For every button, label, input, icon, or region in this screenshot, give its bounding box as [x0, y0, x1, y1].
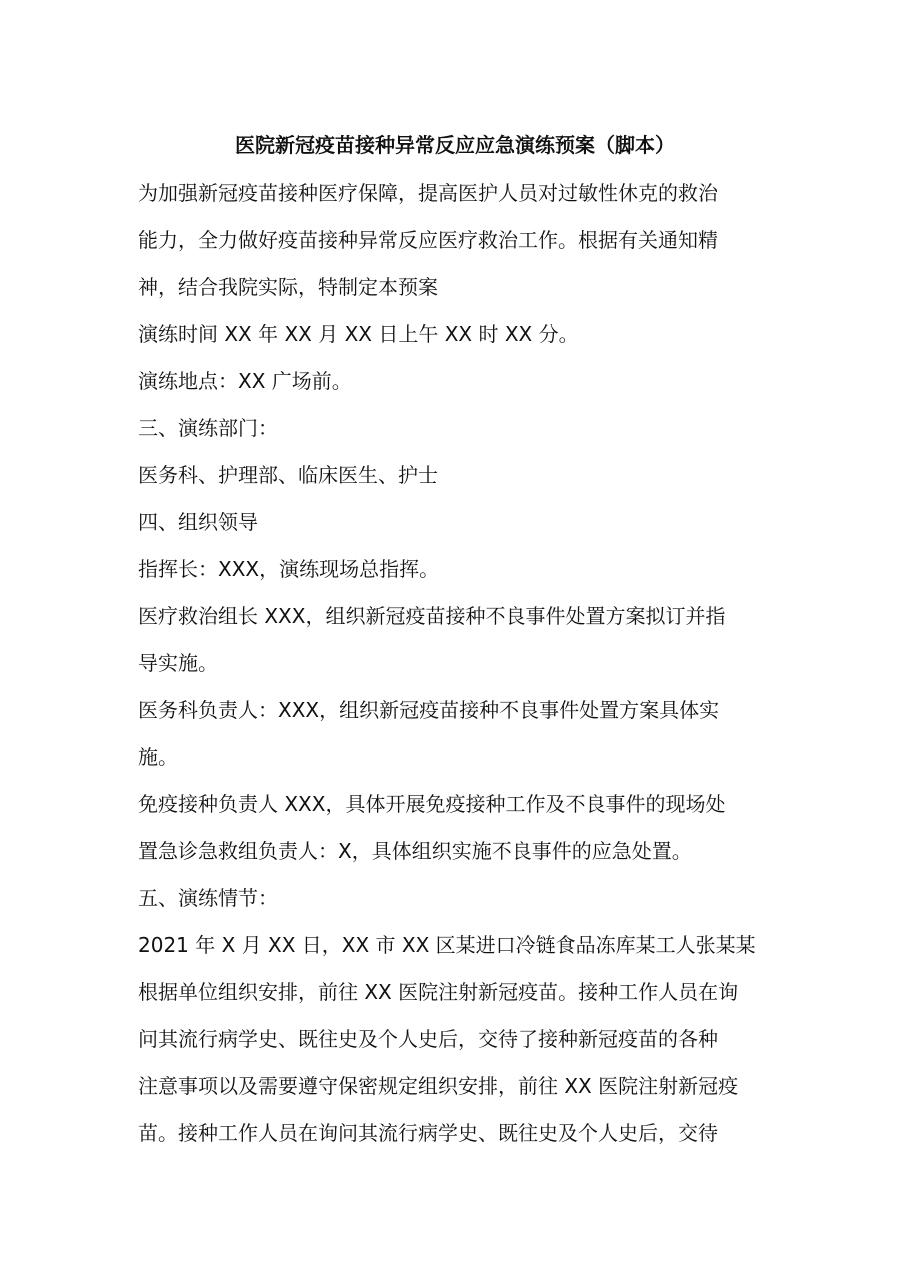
section-heading: 四、组织领导: [138, 510, 258, 534]
text-line: 医疗救治组长 XXX，组织新冠疫苗接种不良事件处置方案拟订并指: [138, 604, 726, 628]
section-heading: 三、演练部门：: [138, 416, 278, 440]
text-line: 置急诊急救组负责人：X，具体组织实施不良事件的应急处置。: [138, 839, 692, 863]
text-line: 免疫接种负责人 XXX，具体开展免疫接种工作及不良事件的现场处: [138, 792, 726, 816]
document-title: 医院新冠疫苗接种异常反应应急演练预案（脚本）: [235, 133, 675, 157]
section-heading: 五、演练情节：: [138, 886, 278, 910]
text-line: 演练地点：XX 广场前。: [138, 369, 352, 393]
text-line: 苗。接种工作人员在询问其流行病学史、既往史及个人史后，交待: [138, 1121, 718, 1145]
text-line: 医务科、护理部、临床医生、护士: [138, 463, 438, 487]
text-line: 问其流行病学史、既往史及个人史后，交待了接种新冠疫苗的各种: [138, 1027, 718, 1051]
text-line: 施。: [138, 745, 178, 769]
text-line: 能力，全力做好疫苗接种异常反应医疗救治工作。根据有关通知精: [138, 228, 718, 252]
text-line: 指挥长：XXX，演练现场总指挥。: [138, 557, 440, 581]
text-line: 医务科负责人：XXX，组织新冠疫苗接种不良事件处置方案具体实: [138, 698, 720, 722]
text-line: 2021 年 X 月 XX 日，XX 市 XX 区某进口冷链食品冻库某工人张某某: [138, 933, 756, 957]
text-line: 演练时间 XX 年 XX 月 XX 日上午 XX 时 XX 分。: [138, 322, 579, 346]
text-line: 导实施。: [138, 651, 218, 675]
text-line: 注意事项以及需要遵守保密规定组织安排，前往 XX 医院注射新冠疫: [138, 1074, 739, 1098]
text-line: 为加强新冠疫苗接种医疗保障，提高医护人员对过敏性休克的救治: [138, 181, 718, 205]
text-line: 神，结合我院实际，特制定本预案: [138, 275, 438, 299]
document-body: [138, 170, 778, 1157]
text-line: 根据单位组织安排，前往 XX 医院注射新冠疫苗。接种工作人员在询: [138, 980, 739, 1004]
